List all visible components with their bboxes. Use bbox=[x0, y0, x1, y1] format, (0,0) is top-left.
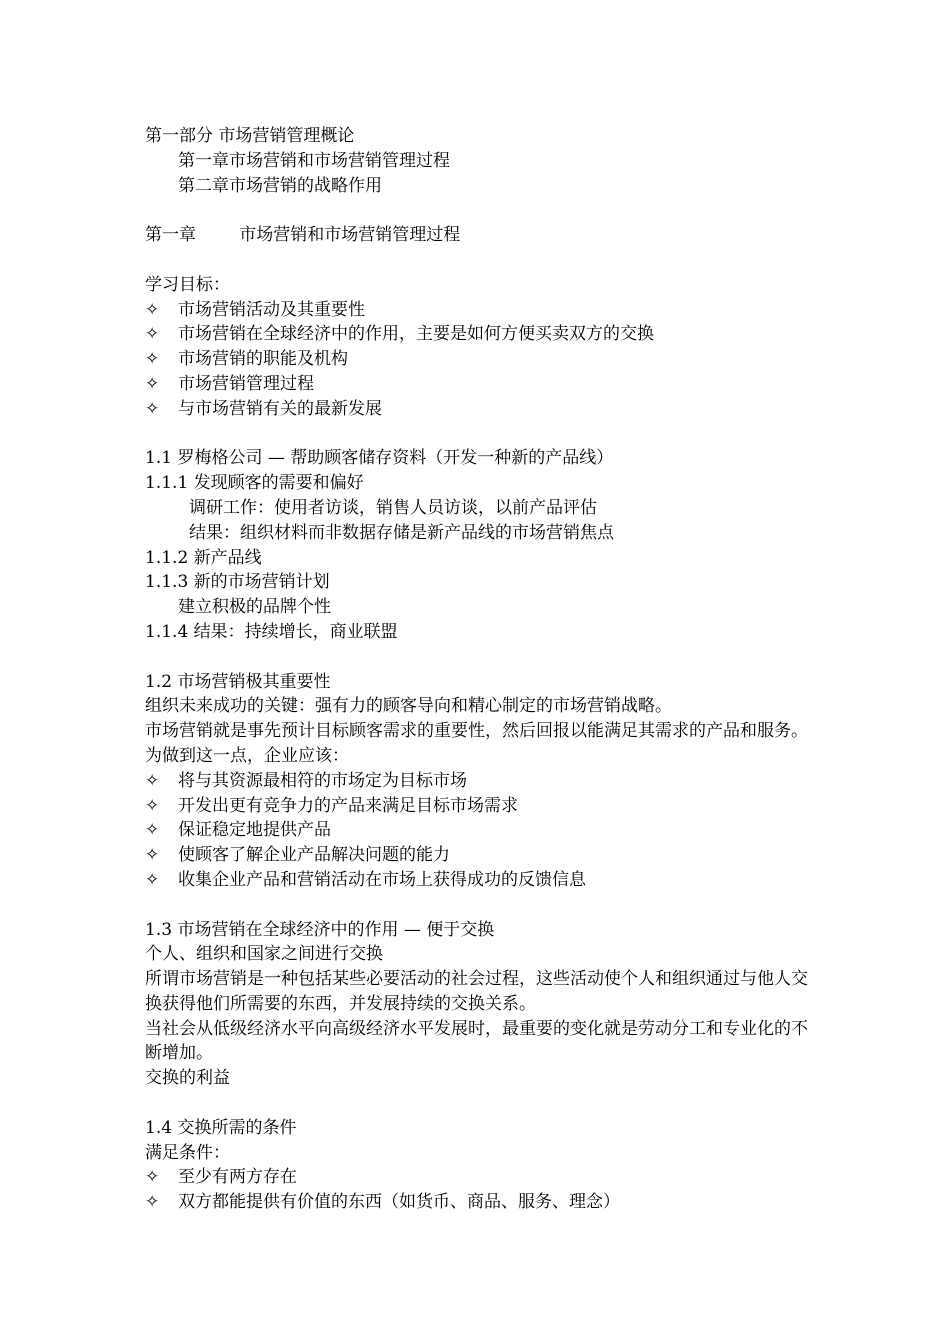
section-1-1-4-heading: 1.1.4 结果：持续增长，商业联盟 bbox=[145, 621, 398, 642]
bullet-icon: ✧ bbox=[145, 795, 160, 816]
toc-chapter-2: 第二章市场营销的战略作用 bbox=[178, 175, 382, 196]
result-text: 结果：组织材料而非数据存储是新产品线的市场营销焦点 bbox=[189, 522, 614, 543]
chapter-title: 第一章 市场营销和市场营销管理过程 bbox=[145, 225, 461, 246]
bullet-icon: ✧ bbox=[145, 1167, 160, 1188]
paragraph: 交换的利益 bbox=[145, 1068, 230, 1089]
objectives-heading: 学习目标： bbox=[145, 274, 230, 295]
document-page bbox=[145, 124, 815, 1215]
toc-chapter-1: 第一章市场营销和市场营销管理过程 bbox=[178, 150, 450, 171]
list-item: ✧ 保证稳定地提供产品 bbox=[145, 818, 815, 843]
toc-part: 第一部分 市场营销管理概论 bbox=[145, 126, 355, 146]
section-1-1-heading: 1.1 罗梅格公司 — 帮助顾客储存资料（开发一种新的产品线） bbox=[145, 448, 614, 469]
paragraph: 个人、组织和国家之间进行交换 bbox=[145, 944, 383, 965]
paragraph: 满足条件： bbox=[145, 1142, 230, 1163]
bullet-icon: ✧ bbox=[145, 299, 160, 320]
section-1-4-heading: 1.4 交换所需的条件 bbox=[145, 1117, 297, 1138]
section-1-1-2-heading: 1.1.2 新产品线 bbox=[145, 547, 262, 568]
list-item: ✧ 至少有两方存在 bbox=[145, 1165, 815, 1190]
section-1-1-1-heading: 1.1.1 发现顾客的需要和偏好 bbox=[145, 473, 364, 494]
objective-item: ✧ 与市场营销有关的最新发展 bbox=[145, 397, 815, 422]
bullet-icon: ✧ bbox=[145, 820, 160, 841]
list-item: ✧ 开发出更有竞争力的产品来满足目标市场需求 bbox=[145, 794, 815, 819]
paragraph: 市场营销就是事先预计目标顾客需求的重要性，然后回报以能满足其需求的产品和服务。为做到这一点，企业应该： bbox=[145, 721, 808, 766]
objective-item: ✧ 市场营销活动及其重要性 bbox=[145, 298, 815, 323]
bullet-icon: ✧ bbox=[145, 845, 160, 866]
objective-item: ✧ 市场营销管理过程 bbox=[145, 372, 815, 397]
list-item: ✧ 双方都能提供有价值的东西（如货币、商品、服务、理念） bbox=[145, 1190, 815, 1215]
section-1-3-heading: 1.3 市场营销在全球经济中的作用 — 便于交换 bbox=[145, 919, 495, 940]
paragraph: 当社会从低级经济水平向高级经济水平发展时，最重要的变化就是劳动分工和专业化的不断增加。 bbox=[145, 1018, 808, 1064]
list-item: ✧ 使顾客了解企业产品解决问题的能力 bbox=[145, 843, 815, 868]
paragraph: 组织未来成功的关键：强有力的顾客导向和精心制定的市场营销战略。 bbox=[145, 696, 672, 717]
bullet-icon: ✧ bbox=[145, 1192, 160, 1213]
list-item: ✧ 将与其资源最相符的市场定为目标市场 bbox=[145, 769, 815, 794]
bullet-icon: ✧ bbox=[145, 869, 160, 890]
brand-text: 建立积极的品牌个性 bbox=[178, 597, 331, 618]
bullet-icon: ✧ bbox=[145, 349, 160, 370]
list-item: ✧ 收集企业产品和营销活动在市场上获得成功的反馈信息 bbox=[145, 868, 815, 893]
bullet-icon: ✧ bbox=[145, 373, 160, 394]
objective-item: ✧ 市场营销的职能及机构 bbox=[145, 347, 815, 372]
section-1-1-3-heading: 1.1.3 新的市场营销计划 bbox=[145, 572, 330, 593]
research-text: 调研工作：使用者访谈，销售人员访谈，以前产品评估 bbox=[189, 497, 597, 518]
paragraph: 所谓市场营销是一种包括某些必要活动的社会过程，这些活动使个人和组织通过与他人交换获得他们所需要的东西，并发展持续的交换关系。 bbox=[145, 969, 808, 1014]
bullet-icon: ✧ bbox=[145, 398, 160, 419]
objective-item: ✧ 市场营销在全球经济中的作用，主要是如何方便买卖双方的交换 bbox=[145, 322, 815, 347]
bullet-icon: ✧ bbox=[145, 324, 160, 345]
bullet-icon: ✧ bbox=[145, 770, 160, 791]
section-1-2-heading: 1.2 市场营销极其重要性 bbox=[145, 671, 331, 692]
